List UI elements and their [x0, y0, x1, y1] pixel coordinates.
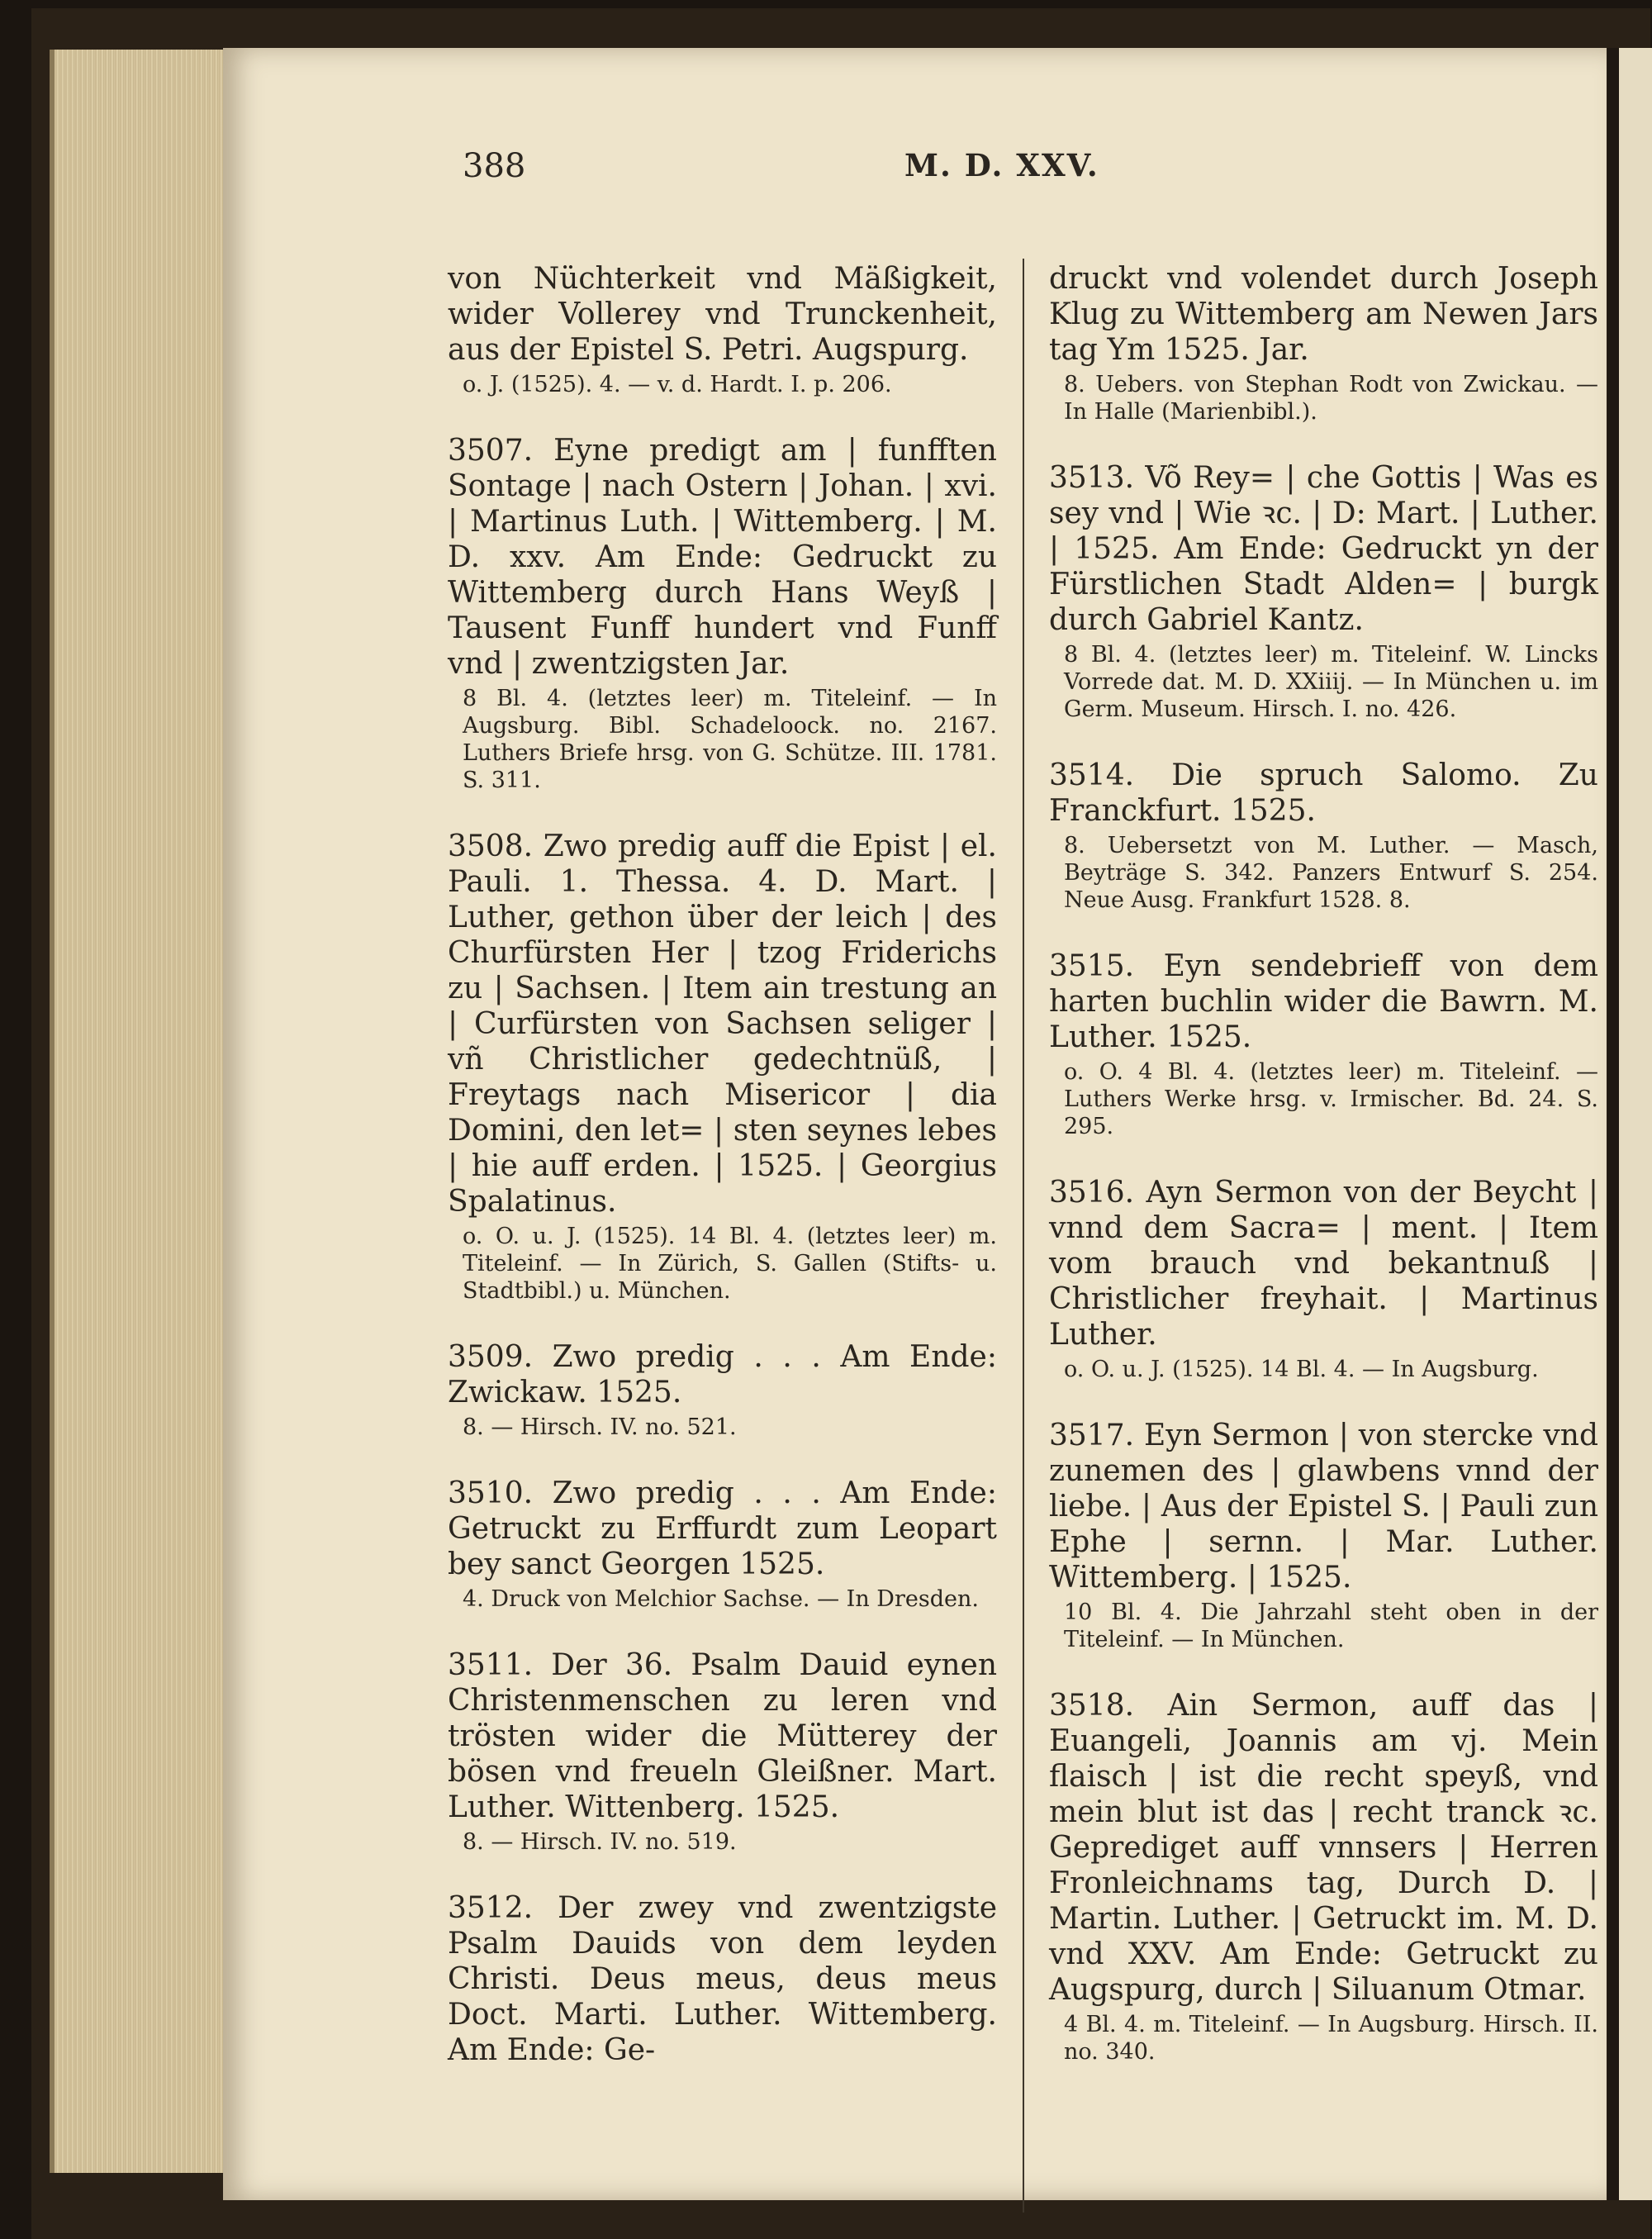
entry-title: 3511. Der 36. Psalm Dauid eynen Christenmenschen zu leren vnd trösten wider die Mütterey der bösen vnd freueln Gleißner. Mart. Luther. Wittenberg. 1525.: [448, 1648, 997, 1824]
entry-note: 8 Bl. 4. (letztes leer) m. Titeleinf. W. Lincks Vorrede dat. M. D. XXiiij. — In München u. im Germ. Museum. Hirsch. I. no. 426.: [1064, 642, 1598, 722]
entry-note: 10 Bl. 4. Die Jahrzahl steht oben in der Titeleinf. — In München.: [1064, 1600, 1598, 1652]
book-page: [223, 48, 1607, 2200]
entry-title: 3515. Eyn sendebrieff von dem harten buchlin wider die Bawrn. M. Luther. 1525.: [1049, 949, 1598, 1054]
entry-3513: [1049, 460, 1598, 723]
entry-title: 3512. Der zwey vnd zwentzigste Psalm Dauids von dem leyden Christi. Deus meus, deus meus Doct. Marti. Luther. Wittemberg. Am Ende: Ge-: [448, 1891, 997, 2067]
entry-title: 3510. Zwo predig . . . Am Ende: Getruckt zu Erffurdt zum Leopart bey sanct Georgen 1525.: [448, 1476, 997, 1581]
running-title: M. D. XXV.: [904, 147, 1099, 183]
entry-3509: [448, 1339, 997, 1441]
entry-3514: [1049, 758, 1598, 914]
right-column: [1049, 261, 1598, 2100]
entry-note: 8 Bl. 4. (letztes leer) m. Titeleinf. — In Augsburg. Bibl. Schadeloock. no. 2167. Luthers Briefe hrsg. von G. Schütze. III. 1781. S. 311.: [463, 686, 997, 793]
entry-note: o. O. u. J. (1525). 14 Bl. 4. (letztes leer) m. Titeleinf. — In Zürich, S. Gallen (Stifts- u. Stadtbibl.) u. München.: [463, 1224, 997, 1304]
entry-note: 8. Uebersetzt von M. Luther. — Masch, Beyträge S. 342. Panzers Entwurf S. 254. Neue Ausg. Frankfurt 1528. 8.: [1064, 833, 1598, 913]
entry-note: 4. Druck von Melchior Sachse. — In Dresden.: [463, 1586, 979, 1612]
left-column: [448, 261, 997, 2103]
entry-note: o. J. (1525). 4. — v. d. Hardt. I. p. 206.: [463, 372, 892, 397]
entry-title: 3518. Ain Sermon, auff das | Euangeli, Joannis am vj. Mein flaisch | ist die recht speyß, vnd mein blut ist das | recht tranck ꝛc. Geprediget auff vnnsers | Herren Fronleichnams tag, Durch D. | Martin. Luther. | Getruckt im. M. D. vnd XXV. Am Ende: Getruckt zu Augspurg, durch | Siluanum Otmar.: [1049, 1689, 1598, 2007]
column-divider: [1023, 259, 1024, 2213]
entry-note: 4 Bl. 4. m. Titeleinf. — In Augsburg. Hirsch. II. no. 340.: [1064, 2012, 1598, 2065]
entry-3517: [1049, 1418, 1598, 1653]
entry: [448, 261, 997, 398]
entry-3516: [1049, 1175, 1598, 1383]
page-header: [223, 147, 1607, 197]
entry-note: o. O. 4 Bl. 4. (letztes leer) m. Titeleinf. — Luthers Werke hrsg. v. Irmischer. Bd. 24. S. 295.: [1064, 1059, 1598, 1139]
entry-3507: [448, 433, 997, 794]
page-edges: [50, 50, 232, 2173]
entry-3510: [448, 1476, 997, 1613]
entry-title: 3507. Eyne predigt am | funfften Sontage | nach Ostern | Johan. | xvi. | Martinus Luth. | Wittemberg. | M. D. xxv. Am Ende: Gedruckt zu Wittemberg durch Hans Weyß | Tausent Funff hundert vnd Funff vnd | zwentzigsten Jar.: [448, 434, 997, 681]
entry-note: o. O. u. J. (1525). 14 Bl. 4. — In Augsburg.: [1064, 1357, 1539, 1382]
entry-3518: [1049, 1688, 1598, 2065]
entry-title: 3513. Võ Rey= | che Gottis | Was es sey vnd | Wie ꝛc. | D: Mart. | Luther. | 1525. Am Ende: Gedruckt yn der Fürstlichen Stadt Alden= | burgk durch Gabriel Kantz.: [1049, 461, 1598, 637]
entry-3512: [448, 1890, 997, 2068]
next-page-strip: [1607, 48, 1652, 2200]
entry-3511: [448, 1647, 997, 1856]
entry-note: 8. Uebers. von Stephan Rodt von Zwickau. — In Halle (Marienbibl.).: [1064, 372, 1598, 425]
entry-title: 3509. Zwo predig . . . Am Ende: Zwickaw. 1525.: [448, 1340, 997, 1409]
entry-title: von Nüchterkeit vnd Mäßigkeit, wider Vollerey vnd Trunckenheit, aus der Epistel S. Petri. Augspurg.: [448, 262, 997, 367]
entry-note: 8. — Hirsch. IV. no. 519.: [463, 1829, 737, 1855]
page-number: 388: [463, 147, 526, 185]
entry-title: 3517. Eyn Sermon | von stercke vnd zunemen des | glawbens vnnd der liebe. | Aus der Epistel S. | Pauli zun Ephe | sernn. | Mar. Luther. Wittemberg. | 1525.: [1049, 1419, 1598, 1595]
entry-title: 3516. Ayn Sermon von der Beycht | vnnd dem Sacra= | ment. | Item vom brauch vnd bekantnuß | Christlicher freyhait. | Martinus Luther.: [1049, 1176, 1598, 1352]
entry-3508: [448, 829, 997, 1305]
entry-3515: [1049, 948, 1598, 1140]
entry-3512-continued: [1049, 261, 1598, 425]
entry-title: 3514. Die spruch Salomo. Zu Franckfurt. 1525.: [1049, 758, 1598, 828]
entry-title: 3508. Zwo predig auff die Epist | el. Pauli. 1. Thessa. 4. D. Mart. | Luther, gethon über der leich | des Churfürsten Her | tzog Friderichs zu | Sachsen. | Item ain trestung an | Curfürsten von Sachsen seliger | vñ Christlicher gedechtnüß, | Freytags nach Misericor | dia Domini, den let= | sten seynes lebes | hie auff erden. | 1525. | Georgius Spalatinus.: [448, 830, 997, 1219]
entry-note: 8. — Hirsch. IV. no. 521.: [463, 1414, 737, 1440]
entry-title: druckt vnd volendet durch Joseph Klug zu Wittemberg am Newen Jars tag Ym 1525. Jar.: [1049, 262, 1598, 367]
